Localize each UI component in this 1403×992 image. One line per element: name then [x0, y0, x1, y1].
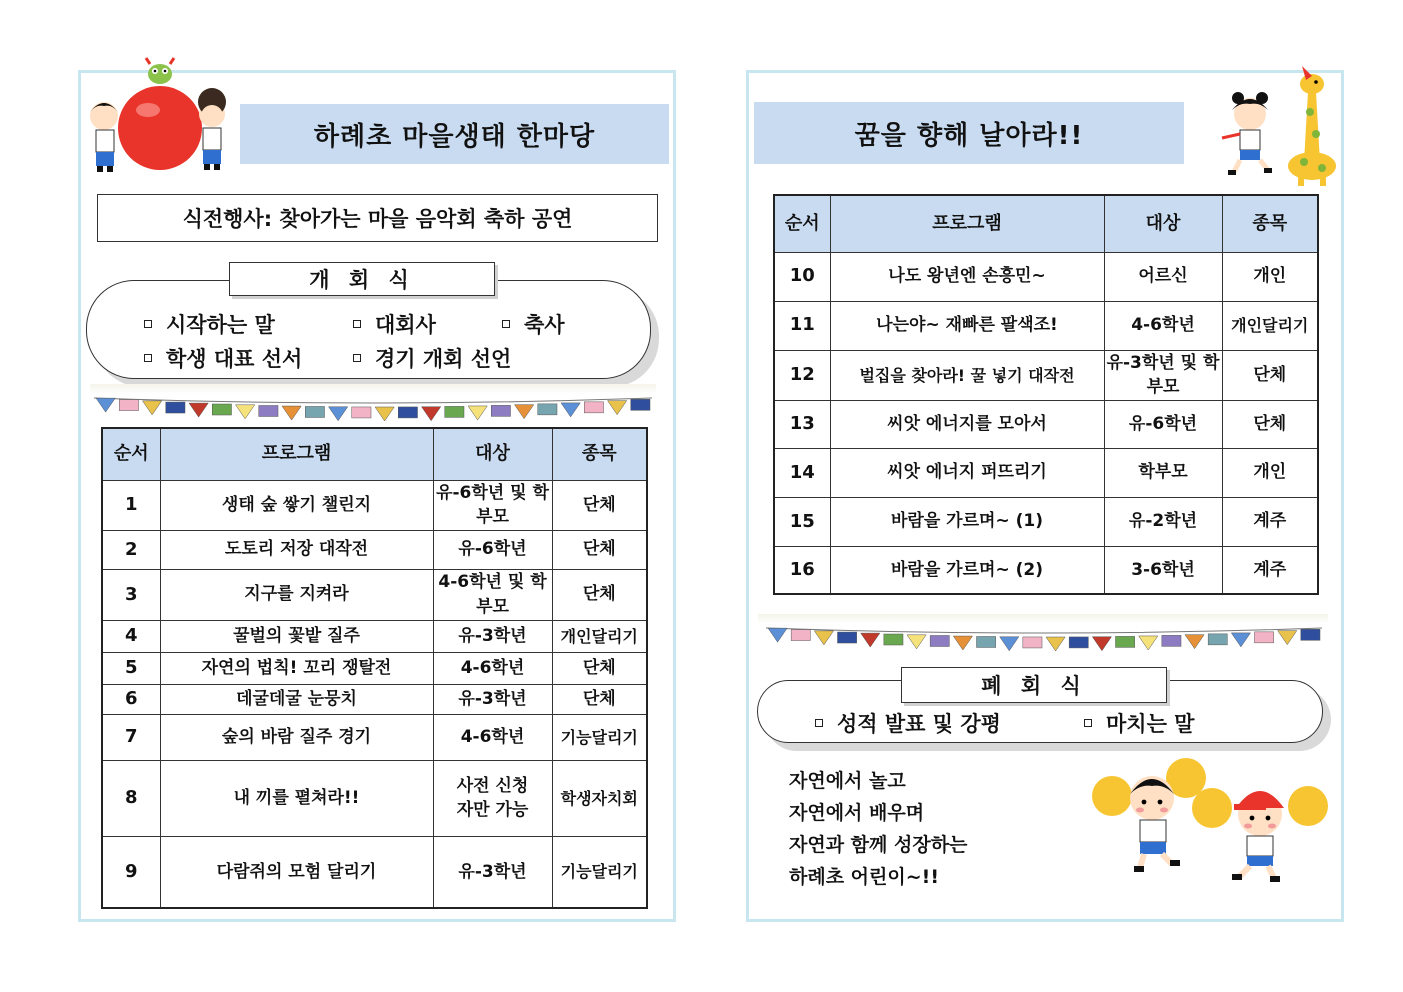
- bullet-icon: [1084, 719, 1092, 727]
- left-title: 하례초 마을생태 한마당: [240, 104, 669, 164]
- table-row: 12 벌집을 찾아라! 꿀 넣기 대작전 유-3학년 및 학부모 단체: [774, 350, 1318, 400]
- closing-line: 하례초 어린이~!!: [789, 866, 939, 888]
- bunting-flag: [166, 402, 185, 413]
- bunting-flag: [119, 400, 138, 411]
- bunting-flag: [329, 407, 348, 421]
- table-row: 2 도토리 저장 대작전 유-6학년 단체: [102, 530, 647, 569]
- bullet-icon: [144, 354, 152, 362]
- header-program: 프로그램: [160, 428, 433, 480]
- ceremony-item: 축사: [502, 309, 565, 339]
- bunting-flag: [1162, 635, 1181, 646]
- bunting-flag: [861, 633, 880, 647]
- table-row: 14 씨앗 에너지 퍼뜨리기 학부모 개인: [774, 448, 1318, 497]
- bunting-flag: [468, 406, 487, 420]
- header-order: 순서: [102, 428, 160, 480]
- bunting-flag: [1000, 637, 1019, 651]
- kids-with-ball-illustration: [84, 58, 244, 178]
- closing-message: [789, 765, 967, 893]
- bunting-flag: [768, 628, 787, 642]
- table-row: 8 내 끼를 펼쳐라!! 사전 신청자만 가능 학생자치회: [102, 760, 647, 836]
- bunting-flag: [1278, 631, 1297, 645]
- bunting-flag: [538, 404, 557, 415]
- table-row: 15 바람을 가르며~ (1) 유-2학년 계주: [774, 497, 1318, 546]
- closing-ceremony-item: 성적 발표 및 강평: [815, 708, 1001, 738]
- bullet-icon: [353, 320, 361, 328]
- divider-band: [758, 614, 1328, 624]
- bunting-flag: [143, 401, 162, 415]
- bunting-flag: [1301, 629, 1320, 640]
- girl-with-giraffe-illustration: [1212, 62, 1344, 188]
- bunting-flag: [445, 406, 464, 417]
- bunting-flag: [1023, 637, 1042, 648]
- program-table-left: [101, 427, 648, 909]
- bunting-flag: [422, 407, 441, 421]
- divider-band: [90, 384, 656, 394]
- table-row: 11 나는야~ 재빠른 팔색조! 4-6학년 개인달리기: [774, 301, 1318, 350]
- bunting-flag: [561, 403, 580, 417]
- bunting-flag: [189, 403, 208, 417]
- bunting-flag: [791, 630, 810, 641]
- bunting-flag: [1139, 636, 1158, 650]
- ceremony-item: 학생 대표 선서: [144, 343, 302, 373]
- bunting-flag: [907, 635, 926, 649]
- bunting-flag: [838, 632, 857, 643]
- bunting-flag: [375, 407, 394, 421]
- bunting-flag: [608, 401, 627, 415]
- bunting-flag: [953, 636, 972, 650]
- header-type: 종목: [1222, 195, 1318, 252]
- program-table-right: [773, 194, 1319, 595]
- table-row: 3 지구를 지켜라 4-6학년 및 학부모 단체: [102, 569, 647, 620]
- table-row: 10 나도 왕년엔 손흥민~ 어르신 개인: [774, 252, 1318, 301]
- opening-ceremony-label: 개 회 식: [229, 262, 495, 296]
- cheering-kids-illustration: [1090, 756, 1330, 884]
- bullet-icon: [144, 320, 152, 328]
- ceremony-item: 시작하는 말: [144, 309, 275, 339]
- table-row: 9 다람쥐의 모험 달리기 유-3학년 기능달리기: [102, 836, 647, 908]
- bunting-flag: [584, 402, 603, 413]
- bunting-flag: [305, 406, 324, 417]
- bunting-flag: [398, 407, 417, 418]
- bunting-flag: [282, 406, 301, 420]
- closing-ceremony-label: 폐 회 식: [901, 667, 1167, 703]
- bullet-icon: [353, 354, 361, 362]
- bunting-flag: [491, 405, 510, 416]
- bunting-flags-decoration: [766, 624, 1322, 650]
- opening-event-box: 식전행사: 찾아가는 마을 음악회 축하 공연: [97, 194, 658, 242]
- closing-line: 자연과 함께 성장하는: [789, 834, 968, 856]
- table-row: 1 생태 숲 쌓기 챌린지 유-6학년 및 학부모 단체: [102, 480, 647, 530]
- bunting-flag: [1116, 636, 1135, 647]
- table-row: 16 바람을 가르며~ (2) 3-6학년 계주: [774, 546, 1318, 594]
- ceremony-item: 경기 개회 선언: [353, 343, 511, 373]
- right-title: 꿈을 향해 날아라!!: [754, 102, 1184, 164]
- bunting-flag: [1255, 632, 1274, 643]
- bunting-flag: [1069, 637, 1088, 648]
- bunting-flag: [1208, 634, 1227, 645]
- bunting-flag: [1231, 633, 1250, 647]
- header-type: 종목: [552, 428, 647, 480]
- header-program: 프로그램: [830, 195, 1104, 252]
- closing-line: 자연에서 놀고: [789, 770, 906, 792]
- bunting-flag: [1046, 637, 1065, 651]
- bunting-flag: [1092, 637, 1111, 651]
- header-order: 순서: [774, 195, 830, 252]
- table-row: 5 자연의 법칙! 꼬리 쟁탈전 4-6학년 단체: [102, 652, 647, 684]
- table-row: 6 데굴데굴 눈뭉치 유-3학년 단체: [102, 684, 647, 714]
- bunting-flag: [212, 404, 231, 415]
- closing-ceremony-item: 마치는 말: [1084, 708, 1194, 738]
- bunting-flag: [96, 398, 115, 412]
- bunting-flag: [884, 634, 903, 645]
- bullet-icon: [815, 719, 823, 727]
- table-row: 13 씨앗 에너지를 모아서 유-6학년 단체: [774, 400, 1318, 448]
- bunting-flag: [814, 631, 833, 645]
- bunting-flag: [631, 399, 650, 410]
- bunting-flag: [259, 405, 278, 416]
- ceremony-item: 대회사: [353, 309, 436, 339]
- bunting-flag: [1185, 635, 1204, 649]
- bunting-flag: [930, 635, 949, 646]
- bunting-flag: [977, 636, 996, 647]
- closing-line: 자연에서 배우며: [789, 802, 925, 824]
- header-target: 대상: [1104, 195, 1222, 252]
- table-row: 4 꿀벌의 꽃밭 질주 유-3학년 개인달리기: [102, 620, 647, 652]
- bullet-icon: [502, 320, 510, 328]
- header-target: 대상: [433, 428, 552, 480]
- bunting-flags-decoration: [94, 394, 652, 420]
- table-row: 7 숲의 바람 질주 경기 4-6학년 기능달리기: [102, 714, 647, 760]
- bunting-flag: [236, 405, 255, 419]
- bunting-flag: [352, 407, 371, 418]
- bunting-flag: [515, 405, 534, 419]
